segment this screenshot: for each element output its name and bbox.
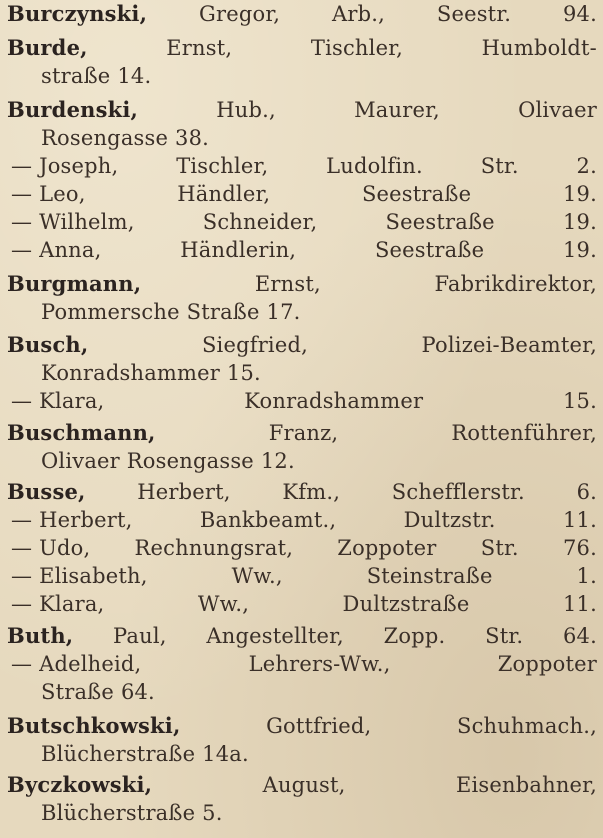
entry-line-cont xyxy=(7,62,597,90)
entry-line-head xyxy=(7,622,597,650)
entry-word: 15. xyxy=(226,361,261,385)
entry-surname: Burdenski, xyxy=(7,97,139,122)
entry-word: Seestr. xyxy=(436,2,512,26)
entry-word: Str. xyxy=(480,154,519,178)
directory-entry-busse xyxy=(7,478,597,618)
entry-word: Rechnungsrat, xyxy=(134,536,294,560)
entry-word: 19. xyxy=(562,238,597,262)
entry-line-cont xyxy=(7,799,597,827)
entry-word: Siegfried, xyxy=(201,333,308,357)
entry-word: straße xyxy=(41,64,111,88)
entry-line-sub xyxy=(7,506,597,534)
entry-surname: Byczkowski, xyxy=(7,772,153,797)
directory-entry-buth xyxy=(7,622,597,706)
entry-word: 64. xyxy=(562,624,597,648)
entry-surname: Butschkowski, xyxy=(7,713,181,738)
entry-line-cont xyxy=(7,298,597,326)
entry-word: Zopp. xyxy=(383,624,446,648)
entry-word: Angestellter, xyxy=(206,624,344,648)
entry-line-sub xyxy=(7,534,597,562)
entry-word: Maurer, xyxy=(354,98,440,122)
directory-entry-burgmann xyxy=(7,270,597,326)
entry-word: 64. xyxy=(120,680,155,704)
entry-word: Gottfried, xyxy=(266,714,372,738)
entry-word: Paul, xyxy=(113,624,167,648)
entry-word: 11. xyxy=(562,592,597,616)
entry-word: Franz, xyxy=(268,421,339,445)
entry-surname: Buth, xyxy=(7,623,74,648)
entry-line-cont xyxy=(7,124,597,152)
entry-word: — Klara, xyxy=(11,389,105,413)
entry-word: 5. xyxy=(202,801,223,825)
entry-line-head xyxy=(7,34,597,62)
entry-word: Blücherstraße xyxy=(41,801,196,825)
entry-word: August, xyxy=(262,773,346,797)
entry-word: Steinstraße xyxy=(366,564,493,588)
directory-entry-busch xyxy=(7,331,597,415)
entry-word: Hub., xyxy=(216,98,276,122)
entry-word: 14a. xyxy=(202,742,249,766)
entry-line-head xyxy=(7,331,597,359)
entry-word: Ernst, xyxy=(254,272,321,296)
entry-word: 19. xyxy=(562,182,597,206)
entry-line-sub xyxy=(7,562,597,590)
entry-word: — Joseph, xyxy=(11,154,119,178)
entry-line-cont xyxy=(7,740,597,768)
entry-line-sub xyxy=(7,650,597,678)
entry-surname: Busse, xyxy=(7,479,86,504)
entry-word: 14. xyxy=(117,64,152,88)
entry-word: Straße xyxy=(41,680,115,704)
entry-word: 2. xyxy=(576,154,597,178)
entry-word: Konradshammer xyxy=(41,361,221,385)
entry-word: Rosengasse xyxy=(126,449,254,473)
entry-word: Polizei-Beamter, xyxy=(421,333,597,357)
entry-surname: Burczynski, xyxy=(7,1,148,26)
entry-word: Händler, xyxy=(177,182,271,206)
entry-word: 1. xyxy=(576,564,597,588)
entry-line-head xyxy=(7,419,597,447)
entry-word: 38. xyxy=(175,126,210,150)
directory-entry-burczynski xyxy=(7,0,597,28)
entry-word: 17. xyxy=(266,300,301,324)
entry-line-head xyxy=(7,96,597,124)
entry-word: 19. xyxy=(562,210,597,234)
entry-word: Schneider, xyxy=(202,210,318,234)
entry-word: Straße xyxy=(186,300,260,324)
entry-surname: Burgmann, xyxy=(7,271,142,296)
entry-word: Rottenführer, xyxy=(451,421,597,445)
entry-word: — Leo, xyxy=(11,182,86,206)
entry-surname: Buschmann, xyxy=(7,420,156,445)
entry-surname: Burde, xyxy=(7,35,88,60)
entry-word: 12. xyxy=(260,449,295,473)
entry-word: — Klara, xyxy=(11,592,105,616)
entry-line-sub xyxy=(7,180,597,208)
entry-word: Kfm., xyxy=(282,480,341,504)
entry-word: Seestraße xyxy=(374,238,485,262)
entry-word: Rosengasse xyxy=(41,126,169,150)
entry-word: Zoppoter xyxy=(337,536,437,560)
entry-word: Konradshammer xyxy=(244,389,424,413)
directory-entry-burdenski xyxy=(7,96,597,264)
directory-entries xyxy=(7,0,597,827)
entry-word: Tischler, xyxy=(310,36,404,60)
entry-line-sub xyxy=(7,387,597,415)
entry-line-head xyxy=(7,478,597,506)
entry-word: — Udo, xyxy=(11,536,91,560)
entry-line-sub xyxy=(7,590,597,618)
entry-word: Bankbeamt., xyxy=(199,508,337,532)
entry-word: 76. xyxy=(562,536,597,560)
entry-word: 11. xyxy=(562,508,597,532)
entry-word: Pommersche xyxy=(41,300,180,324)
entry-word: Humboldt- xyxy=(481,36,597,60)
entry-word: Olivaer xyxy=(518,98,597,122)
entry-word: Dultzstraße xyxy=(342,592,470,616)
entry-word: — Wilhelm, xyxy=(11,210,135,234)
entry-word: Olivaer xyxy=(41,449,120,473)
entry-word: — Elisabeth, xyxy=(11,564,148,588)
entry-line-head xyxy=(7,0,597,28)
entry-line-cont xyxy=(7,359,597,387)
entry-word: Schuhmach., xyxy=(457,714,597,738)
entry-word: Seestraße xyxy=(361,182,472,206)
entry-word: Seestraße xyxy=(385,210,495,234)
entry-word: — Herbert, xyxy=(11,508,133,532)
entry-line-sub xyxy=(7,236,597,264)
entry-word: 94. xyxy=(562,2,597,26)
entry-word: Händlerin, xyxy=(180,238,297,262)
entry-word: — Anna, xyxy=(11,238,102,262)
entry-word: — Adelheid, xyxy=(11,652,142,676)
entry-word: Lehrers-Ww., xyxy=(248,652,391,676)
entry-word: 6. xyxy=(576,480,597,504)
entry-word: Arb., xyxy=(332,2,385,26)
directory-entry-burde xyxy=(7,34,597,90)
entry-word: Schefflerstr. xyxy=(391,480,525,504)
directory-entry-butschkowski xyxy=(7,712,597,768)
entry-word: Str. xyxy=(485,624,524,648)
entry-line-cont xyxy=(7,678,597,706)
entry-line-head xyxy=(7,771,597,799)
entry-line-head xyxy=(7,712,597,740)
entry-line-head xyxy=(7,270,597,298)
entry-line-cont xyxy=(7,447,597,475)
entry-word: Ww., xyxy=(197,592,250,616)
entry-word: Zoppoter xyxy=(497,652,597,676)
entry-surname: Busch, xyxy=(7,332,89,357)
entry-line-sub xyxy=(7,152,597,180)
entry-word: Fabrikdirektor, xyxy=(434,272,597,296)
directory-entry-buschmann xyxy=(7,419,597,475)
entry-word: Eisenbahner, xyxy=(455,773,597,797)
entry-word: Ludolfin. xyxy=(326,154,423,178)
entry-word: Str. xyxy=(480,536,519,560)
entry-word: Ww., xyxy=(231,564,283,588)
directory-entry-byczkowski xyxy=(7,771,597,827)
entry-word: 15. xyxy=(562,389,597,413)
entry-word: Gregor, xyxy=(199,2,281,26)
entry-word: Tischler, xyxy=(176,154,269,178)
entry-line-sub xyxy=(7,208,597,236)
entry-word: Herbert, xyxy=(137,480,231,504)
entry-word: Ernst, xyxy=(166,36,233,60)
entry-word: Dultzstr. xyxy=(403,508,496,532)
entry-word: Blücherstraße xyxy=(41,742,196,766)
